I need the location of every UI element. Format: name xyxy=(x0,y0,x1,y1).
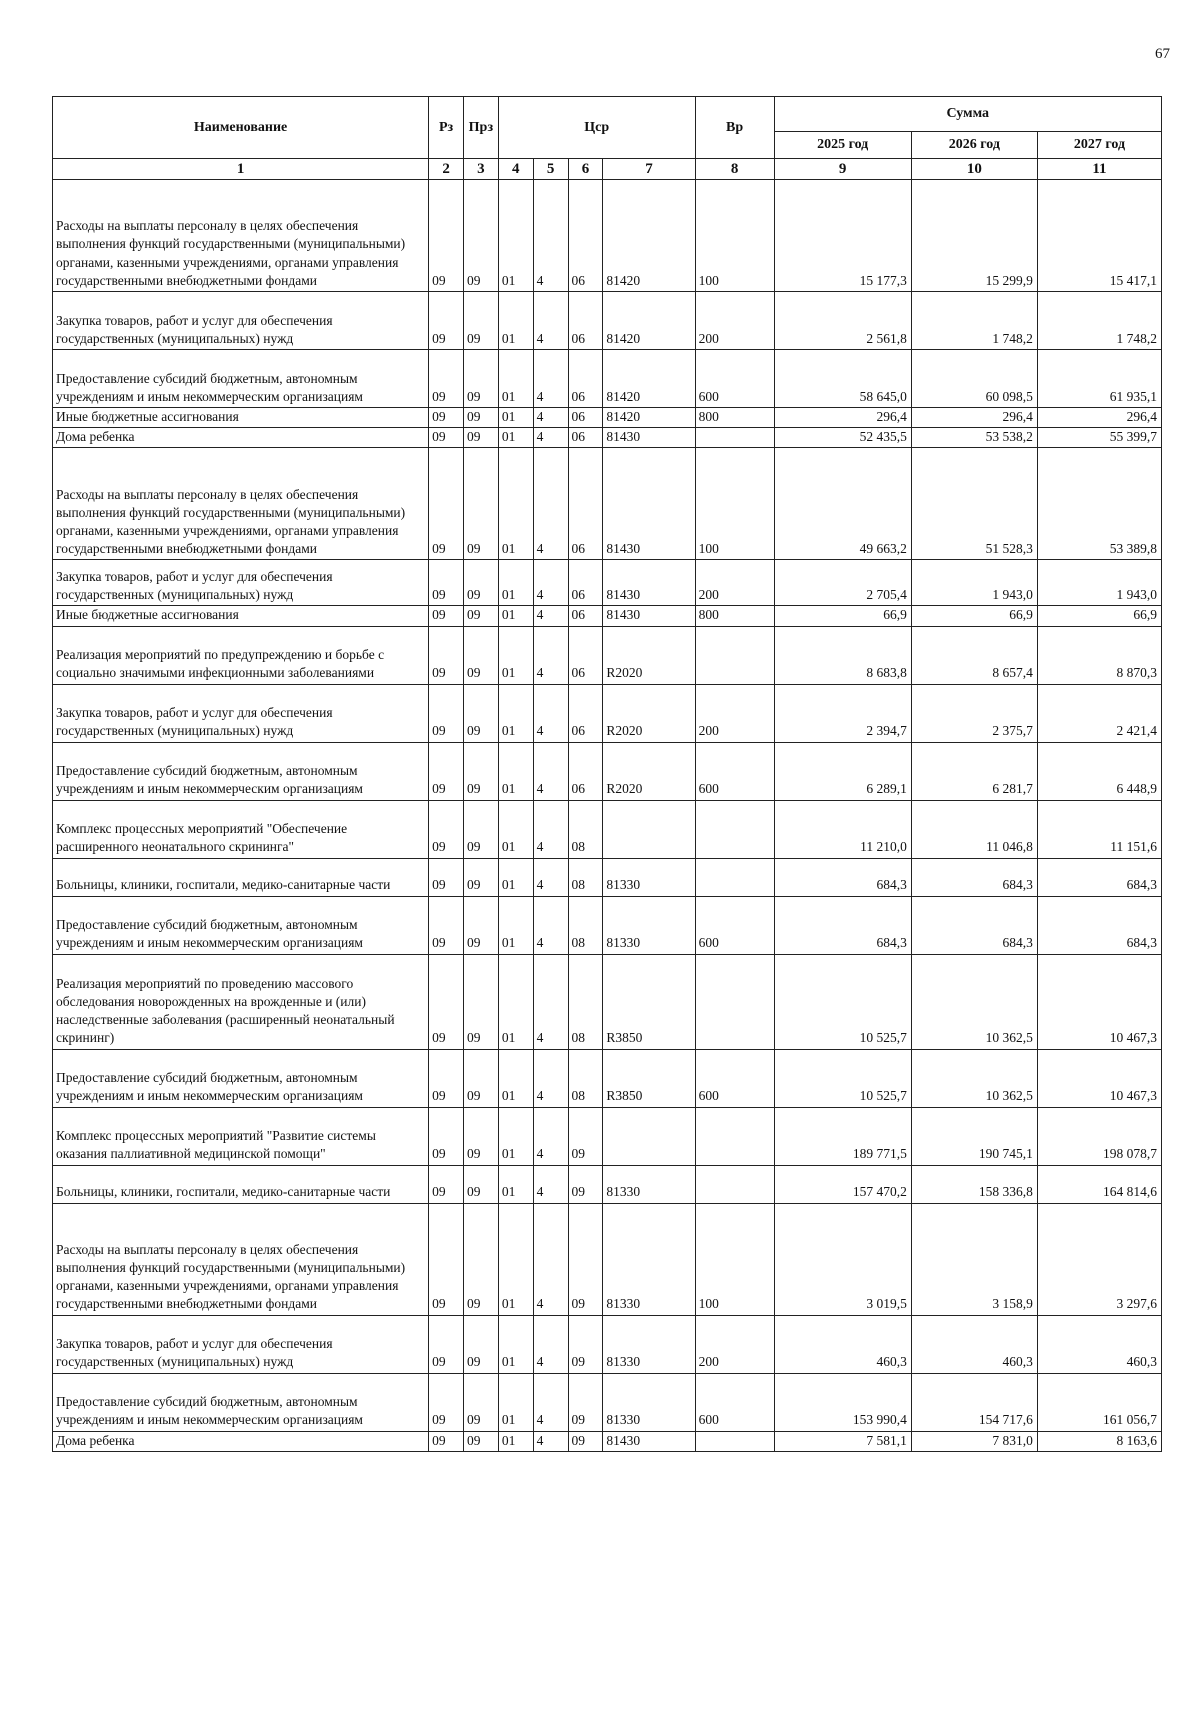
row-amount-2025: 2 561,8 xyxy=(774,292,911,350)
table-row xyxy=(53,1165,1162,1203)
row-csr-part3: 06 xyxy=(568,428,603,448)
row-amount-2026: 154 717,6 xyxy=(911,1373,1037,1431)
row-amount-2025: 157 470,2 xyxy=(774,1165,911,1203)
row-prz: 09 xyxy=(463,684,498,742)
row-csr-code: 81420 xyxy=(603,350,695,408)
col-number: 4 xyxy=(498,159,533,180)
row-csr-part1: 01 xyxy=(498,428,533,448)
row-vr: 800 xyxy=(695,408,774,428)
row-csr-part3: 08 xyxy=(568,954,603,1049)
row-amount-2025: 2 394,7 xyxy=(774,684,911,742)
row-prz: 09 xyxy=(463,350,498,408)
row-prz: 09 xyxy=(463,896,498,954)
row-csr-code: 81330 xyxy=(603,858,695,896)
row-amount-2026: 15 299,9 xyxy=(911,180,1037,292)
row-csr-code: R3850 xyxy=(603,954,695,1049)
row-rz: 09 xyxy=(429,626,464,684)
row-amount-2026: 3 158,9 xyxy=(911,1203,1037,1315)
row-prz: 09 xyxy=(463,448,498,560)
row-amount-2027: 10 467,3 xyxy=(1037,954,1161,1049)
row-csr-part1: 01 xyxy=(498,1203,533,1315)
table-row xyxy=(53,428,1162,448)
row-prz: 09 xyxy=(463,800,498,858)
table-row xyxy=(53,350,1162,408)
row-csr-part3: 09 xyxy=(568,1165,603,1203)
row-rz: 09 xyxy=(429,858,464,896)
row-amount-2026: 66,9 xyxy=(911,606,1037,626)
table-row xyxy=(53,896,1162,954)
row-vr: 600 xyxy=(695,896,774,954)
row-name: Реализация мероприятий по проведению массового обследования новорожденных на врожденные и (или) наследственные заболевания (расширенный неонатальный скрининг) xyxy=(53,954,429,1049)
row-csr-part2: 4 xyxy=(533,448,568,560)
row-amount-2025: 2 705,4 xyxy=(774,560,911,606)
row-name: Больницы, клиники, госпитали, медико-санитарные части xyxy=(53,1165,429,1203)
row-amount-2026: 10 362,5 xyxy=(911,1049,1037,1107)
row-csr-part2: 4 xyxy=(533,858,568,896)
row-name: Реализация мероприятий по предупреждению и борьбе с социально значимыми инфекционными заболеваниями xyxy=(53,626,429,684)
row-amount-2025: 460,3 xyxy=(774,1315,911,1373)
row-amount-2025: 684,3 xyxy=(774,896,911,954)
row-name: Расходы на выплаты персоналу в целях обеспечения выполнения функций государственными (муниципальными) органами, казенными учреждениями, органами управления государственными внебюджетными фондами xyxy=(53,1203,429,1315)
row-csr-part3: 06 xyxy=(568,684,603,742)
table-row xyxy=(53,1373,1162,1431)
row-csr-part1: 01 xyxy=(498,1165,533,1203)
row-csr-part2: 4 xyxy=(533,954,568,1049)
row-vr xyxy=(695,1165,774,1203)
table-row xyxy=(53,800,1162,858)
row-csr-part3: 06 xyxy=(568,560,603,606)
row-amount-2026: 684,3 xyxy=(911,896,1037,954)
row-prz: 09 xyxy=(463,292,498,350)
row-amount-2027: 3 297,6 xyxy=(1037,1203,1161,1315)
row-amount-2025: 189 771,5 xyxy=(774,1107,911,1165)
row-rz: 09 xyxy=(429,292,464,350)
row-csr-part3: 08 xyxy=(568,1049,603,1107)
row-amount-2026: 2 375,7 xyxy=(911,684,1037,742)
row-prz: 09 xyxy=(463,742,498,800)
row-csr-part1: 01 xyxy=(498,684,533,742)
header-year-2026: 2026 год xyxy=(911,132,1037,159)
header-name: Наименование xyxy=(53,97,429,159)
row-amount-2025: 6 289,1 xyxy=(774,742,911,800)
row-csr-part1: 01 xyxy=(498,1431,533,1451)
row-csr-part3: 09 xyxy=(568,1315,603,1373)
row-csr-part1: 01 xyxy=(498,408,533,428)
col-number: 11 xyxy=(1037,159,1161,180)
header-sum: Сумма xyxy=(774,97,1161,132)
row-amount-2027: 53 389,8 xyxy=(1037,448,1161,560)
row-amount-2026: 10 362,5 xyxy=(911,954,1037,1049)
row-csr-code: 81430 xyxy=(603,428,695,448)
row-rz: 09 xyxy=(429,1373,464,1431)
row-amount-2025: 3 019,5 xyxy=(774,1203,911,1315)
row-vr: 600 xyxy=(695,1049,774,1107)
row-csr-part1: 01 xyxy=(498,1107,533,1165)
row-csr-part3: 06 xyxy=(568,606,603,626)
row-amount-2026: 158 336,8 xyxy=(911,1165,1037,1203)
row-name: Иные бюджетные ассигнования xyxy=(53,606,429,626)
row-amount-2027: 1 943,0 xyxy=(1037,560,1161,606)
row-csr-part2: 4 xyxy=(533,408,568,428)
header-year-2025: 2025 год xyxy=(774,132,911,159)
row-csr-part3: 06 xyxy=(568,180,603,292)
row-csr-part1: 01 xyxy=(498,560,533,606)
row-name: Больницы, клиники, госпитали, медико-санитарные части xyxy=(53,858,429,896)
row-csr-part1: 01 xyxy=(498,180,533,292)
row-csr-part3: 06 xyxy=(568,408,603,428)
row-csr-code: 81330 xyxy=(603,1203,695,1315)
table-row xyxy=(53,180,1162,292)
row-prz: 09 xyxy=(463,1049,498,1107)
table-row xyxy=(53,1203,1162,1315)
row-csr-code: 81330 xyxy=(603,1315,695,1373)
row-amount-2027: 61 935,1 xyxy=(1037,350,1161,408)
row-csr-part1: 01 xyxy=(498,742,533,800)
row-csr-part3: 08 xyxy=(568,896,603,954)
row-rz: 09 xyxy=(429,896,464,954)
row-name: Комплекс процессных мероприятий "Обеспечение расширенного неонатального скрининга" xyxy=(53,800,429,858)
row-csr-part1: 01 xyxy=(498,606,533,626)
row-vr xyxy=(695,1431,774,1451)
row-csr-part2: 4 xyxy=(533,626,568,684)
table-row xyxy=(53,1107,1162,1165)
row-prz: 09 xyxy=(463,180,498,292)
row-csr-part3: 06 xyxy=(568,626,603,684)
row-rz: 09 xyxy=(429,1107,464,1165)
row-amount-2027: 6 448,9 xyxy=(1037,742,1161,800)
row-vr: 800 xyxy=(695,606,774,626)
row-amount-2027: 1 748,2 xyxy=(1037,292,1161,350)
table-row xyxy=(53,858,1162,896)
row-csr-part2: 4 xyxy=(533,560,568,606)
header-rz: Рз xyxy=(429,97,464,159)
row-vr xyxy=(695,626,774,684)
row-vr: 600 xyxy=(695,1373,774,1431)
col-number: 10 xyxy=(911,159,1037,180)
row-csr-code: 81330 xyxy=(603,1373,695,1431)
row-amount-2026: 8 657,4 xyxy=(911,626,1037,684)
row-rz: 09 xyxy=(429,428,464,448)
row-prz: 09 xyxy=(463,1203,498,1315)
row-amount-2025: 49 663,2 xyxy=(774,448,911,560)
row-amount-2025: 11 210,0 xyxy=(774,800,911,858)
row-csr-part2: 4 xyxy=(533,292,568,350)
row-csr-part3: 06 xyxy=(568,350,603,408)
row-csr-part2: 4 xyxy=(533,350,568,408)
row-amount-2026: 11 046,8 xyxy=(911,800,1037,858)
row-rz: 09 xyxy=(429,1165,464,1203)
row-csr-part1: 01 xyxy=(498,800,533,858)
row-csr-code: 81330 xyxy=(603,896,695,954)
row-amount-2025: 66,9 xyxy=(774,606,911,626)
col-number: 6 xyxy=(568,159,603,180)
row-vr: 100 xyxy=(695,1203,774,1315)
row-amount-2026: 684,3 xyxy=(911,858,1037,896)
row-amount-2025: 52 435,5 xyxy=(774,428,911,448)
row-csr-part1: 01 xyxy=(498,626,533,684)
row-name: Закупка товаров, работ и услуг для обеспечения государственных (муниципальных) нужд xyxy=(53,684,429,742)
col-number: 3 xyxy=(463,159,498,180)
row-prz: 09 xyxy=(463,954,498,1049)
row-prz: 09 xyxy=(463,626,498,684)
row-amount-2027: 8 870,3 xyxy=(1037,626,1161,684)
row-amount-2025: 153 990,4 xyxy=(774,1373,911,1431)
row-amount-2026: 190 745,1 xyxy=(911,1107,1037,1165)
row-csr-code: 81420 xyxy=(603,292,695,350)
row-amount-2027: 15 417,1 xyxy=(1037,180,1161,292)
row-csr-part1: 01 xyxy=(498,1315,533,1373)
row-csr-part3: 06 xyxy=(568,742,603,800)
row-csr-code: R2020 xyxy=(603,742,695,800)
row-amount-2025: 10 525,7 xyxy=(774,1049,911,1107)
row-csr-part1: 01 xyxy=(498,292,533,350)
row-name: Предоставление субсидий бюджетным, автономным учреждениям и иным некоммерческим организациям xyxy=(53,1049,429,1107)
row-vr: 200 xyxy=(695,684,774,742)
row-rz: 09 xyxy=(429,1431,464,1451)
row-rz: 09 xyxy=(429,448,464,560)
row-amount-2026: 1 943,0 xyxy=(911,560,1037,606)
row-vr: 100 xyxy=(695,448,774,560)
row-csr-code: 81430 xyxy=(603,448,695,560)
row-name: Расходы на выплаты персоналу в целях обеспечения выполнения функций государственными (муниципальными) органами, казенными учреждениями, органами управления государственными внебюджетными фондами xyxy=(53,180,429,292)
table-row xyxy=(53,606,1162,626)
row-csr-part2: 4 xyxy=(533,1203,568,1315)
row-csr-part2: 4 xyxy=(533,428,568,448)
row-amount-2026: 60 098,5 xyxy=(911,350,1037,408)
row-amount-2026: 7 831,0 xyxy=(911,1431,1037,1451)
row-amount-2027: 2 421,4 xyxy=(1037,684,1161,742)
row-vr xyxy=(695,1107,774,1165)
row-amount-2025: 7 581,1 xyxy=(774,1431,911,1451)
row-prz: 09 xyxy=(463,1107,498,1165)
row-vr: 600 xyxy=(695,742,774,800)
row-vr: 200 xyxy=(695,292,774,350)
row-rz: 09 xyxy=(429,180,464,292)
row-csr-part2: 4 xyxy=(533,896,568,954)
row-rz: 09 xyxy=(429,1315,464,1373)
row-rz: 09 xyxy=(429,800,464,858)
row-name: Дома ребенка xyxy=(53,428,429,448)
row-amount-2027: 161 056,7 xyxy=(1037,1373,1161,1431)
row-amount-2027: 164 814,6 xyxy=(1037,1165,1161,1203)
row-csr-part3: 09 xyxy=(568,1107,603,1165)
table-row xyxy=(53,560,1162,606)
row-csr-code: R2020 xyxy=(603,684,695,742)
col-number: 9 xyxy=(774,159,911,180)
row-csr-code: 81430 xyxy=(603,1431,695,1451)
table-row xyxy=(53,742,1162,800)
table-body xyxy=(53,180,1162,1452)
row-amount-2026: 1 748,2 xyxy=(911,292,1037,350)
header-prz: Прз xyxy=(463,97,498,159)
row-amount-2027: 684,3 xyxy=(1037,858,1161,896)
row-name: Закупка товаров, работ и услуг для обеспечения государственных (муниципальных) нужд xyxy=(53,1315,429,1373)
row-amount-2026: 53 538,2 xyxy=(911,428,1037,448)
row-amount-2025: 684,3 xyxy=(774,858,911,896)
table-row xyxy=(53,408,1162,428)
table-row xyxy=(53,448,1162,560)
row-csr-part1: 01 xyxy=(498,1049,533,1107)
row-csr-code: R3850 xyxy=(603,1049,695,1107)
row-amount-2026: 6 281,7 xyxy=(911,742,1037,800)
row-name: Дома ребенка xyxy=(53,1431,429,1451)
row-csr-part1: 01 xyxy=(498,1373,533,1431)
table-row xyxy=(53,684,1162,742)
row-csr-code: 81330 xyxy=(603,1165,695,1203)
row-amount-2027: 11 151,6 xyxy=(1037,800,1161,858)
col-number: 2 xyxy=(429,159,464,180)
col-number: 8 xyxy=(695,159,774,180)
page-number: 67 xyxy=(1155,46,1170,62)
row-csr-part3: 08 xyxy=(568,800,603,858)
row-csr-part3: 09 xyxy=(568,1431,603,1451)
row-amount-2025: 58 645,0 xyxy=(774,350,911,408)
row-prz: 09 xyxy=(463,428,498,448)
row-prz: 09 xyxy=(463,1165,498,1203)
row-csr-part2: 4 xyxy=(533,684,568,742)
row-csr-code: 81420 xyxy=(603,408,695,428)
col-number: 1 xyxy=(53,159,429,180)
row-amount-2025: 10 525,7 xyxy=(774,954,911,1049)
row-csr-part3: 09 xyxy=(568,1203,603,1315)
row-csr-code: 81430 xyxy=(603,560,695,606)
row-name: Иные бюджетные ассигнования xyxy=(53,408,429,428)
row-rz: 09 xyxy=(429,408,464,428)
row-amount-2027: 10 467,3 xyxy=(1037,1049,1161,1107)
row-csr-part2: 4 xyxy=(533,742,568,800)
row-vr: 200 xyxy=(695,1315,774,1373)
header-year-2027: 2027 год xyxy=(1037,132,1161,159)
row-csr-part2: 4 xyxy=(533,1315,568,1373)
row-rz: 09 xyxy=(429,350,464,408)
row-csr-part1: 01 xyxy=(498,954,533,1049)
row-prz: 09 xyxy=(463,1431,498,1451)
row-prz: 09 xyxy=(463,560,498,606)
budget-table xyxy=(52,96,1162,1452)
row-rz: 09 xyxy=(429,606,464,626)
table-row xyxy=(53,626,1162,684)
row-csr-part2: 4 xyxy=(533,1373,568,1431)
row-csr-part3: 06 xyxy=(568,448,603,560)
row-amount-2027: 8 163,6 xyxy=(1037,1431,1161,1451)
row-csr-part3: 06 xyxy=(568,292,603,350)
row-rz: 09 xyxy=(429,1203,464,1315)
row-csr-code: R2020 xyxy=(603,626,695,684)
table-row xyxy=(53,1315,1162,1373)
row-amount-2027: 460,3 xyxy=(1037,1315,1161,1373)
row-csr-part2: 4 xyxy=(533,1107,568,1165)
row-name: Расходы на выплаты персоналу в целях обеспечения выполнения функций государственными (муниципальными) органами, казенными учреждениями, органами управления государственными внебюджетными фондами xyxy=(53,448,429,560)
row-csr-code xyxy=(603,800,695,858)
row-name: Предоставление субсидий бюджетным, автономным учреждениям и иным некоммерческим организациям xyxy=(53,742,429,800)
row-name: Предоставление субсидий бюджетным, автономным учреждениям и иным некоммерческим организациям xyxy=(53,350,429,408)
row-csr-part2: 4 xyxy=(533,180,568,292)
row-vr: 600 xyxy=(695,350,774,408)
row-vr: 200 xyxy=(695,560,774,606)
table-row xyxy=(53,954,1162,1049)
row-name: Закупка товаров, работ и услуг для обеспечения государственных (муниципальных) нужд xyxy=(53,292,429,350)
row-csr-part2: 4 xyxy=(533,606,568,626)
row-csr-code: 81420 xyxy=(603,180,695,292)
row-amount-2027: 296,4 xyxy=(1037,408,1161,428)
row-rz: 09 xyxy=(429,954,464,1049)
row-vr xyxy=(695,858,774,896)
row-csr-code: 81430 xyxy=(603,606,695,626)
row-csr-part1: 01 xyxy=(498,448,533,560)
row-rz: 09 xyxy=(429,1049,464,1107)
row-amount-2027: 198 078,7 xyxy=(1037,1107,1161,1165)
row-vr: 100 xyxy=(695,180,774,292)
row-amount-2026: 460,3 xyxy=(911,1315,1037,1373)
table-row xyxy=(53,1049,1162,1107)
row-csr-code xyxy=(603,1107,695,1165)
row-prz: 09 xyxy=(463,606,498,626)
table-row xyxy=(53,1431,1162,1451)
row-csr-part2: 4 xyxy=(533,1431,568,1451)
row-amount-2025: 8 683,8 xyxy=(774,626,911,684)
row-prz: 09 xyxy=(463,1373,498,1431)
row-rz: 09 xyxy=(429,684,464,742)
col-number: 5 xyxy=(533,159,568,180)
row-prz: 09 xyxy=(463,858,498,896)
row-name: Комплекс процессных мероприятий "Развитие системы оказания паллиативной медицинской помощи" xyxy=(53,1107,429,1165)
row-amount-2025: 296,4 xyxy=(774,408,911,428)
row-csr-part2: 4 xyxy=(533,1049,568,1107)
row-csr-part2: 4 xyxy=(533,1165,568,1203)
row-amount-2027: 66,9 xyxy=(1037,606,1161,626)
row-amount-2027: 684,3 xyxy=(1037,896,1161,954)
row-rz: 09 xyxy=(429,742,464,800)
row-rz: 09 xyxy=(429,560,464,606)
row-csr-part3: 09 xyxy=(568,1373,603,1431)
row-vr xyxy=(695,800,774,858)
row-prz: 09 xyxy=(463,1315,498,1373)
row-csr-part2: 4 xyxy=(533,800,568,858)
row-csr-part1: 01 xyxy=(498,896,533,954)
header-vr: Вр xyxy=(695,97,774,159)
row-prz: 09 xyxy=(463,408,498,428)
row-csr-part3: 08 xyxy=(568,858,603,896)
row-amount-2025: 15 177,3 xyxy=(774,180,911,292)
row-name: Предоставление субсидий бюджетным, автономным учреждениям и иным некоммерческим организациям xyxy=(53,896,429,954)
header-csr: Цср xyxy=(498,97,695,159)
row-vr xyxy=(695,954,774,1049)
row-amount-2026: 296,4 xyxy=(911,408,1037,428)
col-number: 7 xyxy=(603,159,695,180)
table-row xyxy=(53,292,1162,350)
row-amount-2027: 55 399,7 xyxy=(1037,428,1161,448)
row-vr xyxy=(695,428,774,448)
row-csr-part1: 01 xyxy=(498,350,533,408)
row-amount-2026: 51 528,3 xyxy=(911,448,1037,560)
row-name: Предоставление субсидий бюджетным, автономным учреждениям и иным некоммерческим организациям xyxy=(53,1373,429,1431)
row-csr-part1: 01 xyxy=(498,858,533,896)
row-name: Закупка товаров, работ и услуг для обеспечения государственных (муниципальных) нужд xyxy=(53,560,429,606)
